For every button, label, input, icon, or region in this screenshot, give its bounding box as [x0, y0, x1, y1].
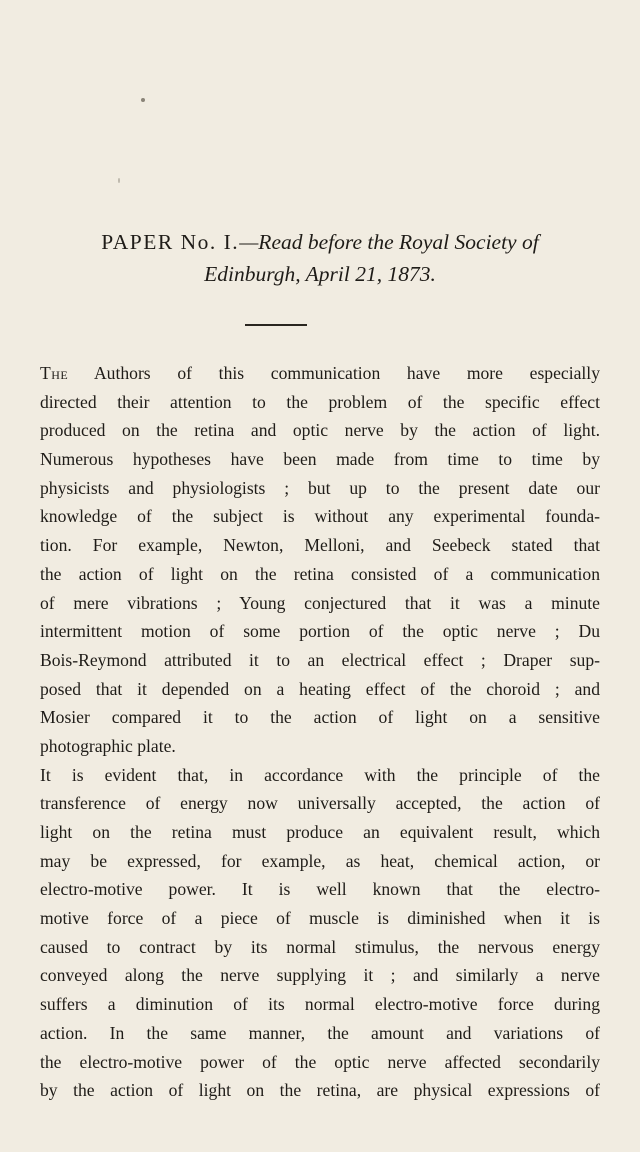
body-line: directed their attention to the problem of the specific effect: [40, 391, 600, 412]
heading-rule: [245, 324, 307, 326]
paper-heading: [40, 226, 600, 290]
body-line: motive force of a piece of muscle is diminished when it is: [40, 908, 600, 929]
paper-mark: [118, 178, 120, 183]
place-date: Edinburgh, April 21, 1873.: [204, 262, 436, 286]
body-line: caused to contract by its normal stimulus, the nervous energy: [40, 936, 600, 957]
body-line: photographic plate.: [40, 735, 176, 756]
body-line: Mosier compared it to the action of light on a sensitive: [40, 707, 600, 728]
body-line: physicists and physiologists ; but up to the present date our: [40, 477, 600, 498]
body-line: may be expressed, for example, as heat, chemical action, or: [40, 850, 600, 871]
body-line: Numerous hypotheses have been made from time to time by: [40, 449, 600, 470]
body-line: tion. For example, Newton, Melloni, and Seebeck stated that: [40, 535, 600, 556]
body-line: by the action of light on the retina, are physical expressions of: [40, 1080, 600, 1101]
body-line: of mere vibrations ; Young conjectured that it was a minute: [40, 592, 600, 613]
body-line: It is evident that, in accordance with the principle of the: [40, 764, 600, 785]
read-before-text: —Read before the Royal Society of: [239, 230, 539, 254]
paper-speck: [141, 98, 145, 102]
body-line: electro-motive power. It is well known that the electro-: [40, 879, 600, 900]
body-line: conveyed along the nerve supplying it ; and similarly a nerve: [40, 965, 600, 986]
body-line: Bois-Reymond attributed it to an electrical effect ; Draper sup-: [40, 649, 600, 670]
body-line: produced on the retina and optic nerve by the action of light.: [40, 420, 600, 441]
paper-label: PAPER No. I.: [101, 230, 240, 254]
body-line: suffers a diminution of its normal electro-motive force during: [40, 994, 600, 1015]
body-line: knowledge of the subject is without any experimental founda-: [40, 506, 600, 527]
body-text: [40, 359, 600, 1105]
body-line: transference of energy now universally accepted, the action of: [40, 793, 600, 814]
lead-word: The: [40, 363, 69, 383]
body-line: light on the retina must produce an equivalent result, which: [40, 822, 600, 842]
body-line: the electro-motive power of the optic nerve affected secondarily: [40, 1051, 600, 1072]
body-line: action. In the same manner, the amount and variations of: [40, 1022, 600, 1043]
heading-line-1: [40, 226, 600, 258]
body-line: intermittent motion of some portion of the optic nerve ; Du: [40, 621, 600, 642]
body-line: the action of light on the retina consisted of a communication: [40, 563, 600, 584]
body-line: The Authors of this communication have more especially: [40, 363, 600, 383]
body-line: posed that it depended on a heating effect of the choroid ; and: [40, 678, 600, 699]
